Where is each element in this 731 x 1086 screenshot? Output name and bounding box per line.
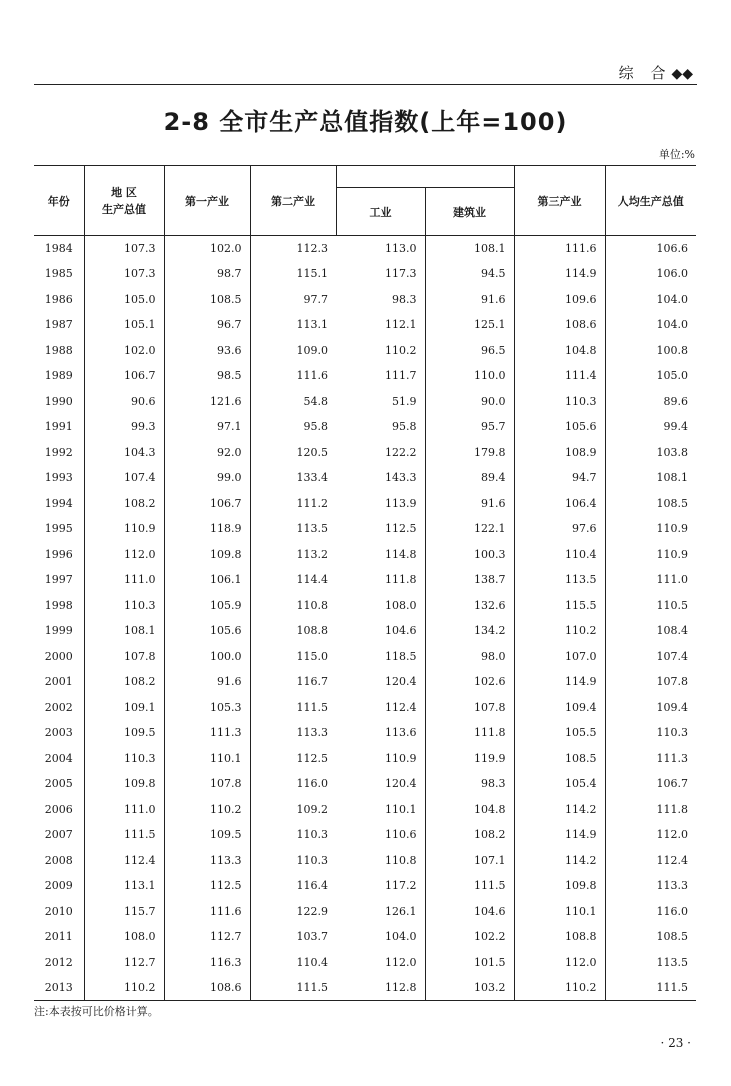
value-cell: 110.8 bbox=[336, 848, 425, 874]
value-cell: 105.3 bbox=[164, 695, 250, 721]
value-cell: 112.5 bbox=[336, 516, 425, 542]
value-cell: 110.0 bbox=[425, 363, 514, 389]
value-cell: 111.7 bbox=[336, 363, 425, 389]
value-cell: 108.9 bbox=[514, 440, 605, 466]
value-cell: 111.5 bbox=[84, 822, 164, 848]
year-cell: 1987 bbox=[34, 312, 84, 338]
value-cell: 116.0 bbox=[296, 777, 328, 791]
value-cell: 98.5 bbox=[164, 363, 250, 389]
table-row bbox=[34, 822, 696, 848]
value-cell: 111.0 bbox=[84, 567, 164, 593]
value-cell: 110.9 bbox=[336, 746, 425, 772]
year-cell: 1986 bbox=[34, 287, 84, 313]
page-number: · 23 · bbox=[660, 1036, 691, 1050]
year-cell: 2013 bbox=[34, 975, 84, 1001]
value-cell: 108.1 bbox=[425, 236, 514, 262]
value-cell: 118.9 bbox=[164, 516, 250, 542]
year-cell: 1990 bbox=[34, 389, 84, 415]
value-cell: 179.8 bbox=[425, 440, 514, 466]
value-cell: 111.6 bbox=[514, 236, 605, 262]
value-cell: 122.1 bbox=[425, 516, 514, 542]
value-cell: 106.1 bbox=[164, 567, 250, 593]
section-label: 综 合 bbox=[618, 64, 672, 82]
value-cell: 105.9 bbox=[164, 593, 250, 619]
table-row bbox=[34, 771, 696, 797]
value-cell: 105.1 bbox=[84, 312, 164, 338]
table-row bbox=[34, 567, 696, 593]
value-cell: 107.8 bbox=[84, 644, 164, 670]
table-row bbox=[34, 287, 696, 313]
table-row bbox=[34, 542, 696, 568]
value-cell: 111.3 bbox=[164, 720, 250, 746]
value-cell: 109.2 bbox=[296, 802, 328, 816]
value-cell: 107.8 bbox=[656, 675, 688, 689]
table-row bbox=[34, 644, 696, 670]
value-cell: 110.4 bbox=[514, 542, 605, 568]
table-row bbox=[34, 338, 696, 364]
table-row bbox=[34, 669, 696, 695]
value-cell: 98.7 bbox=[164, 261, 250, 287]
value-cell: 107.4 bbox=[84, 465, 164, 491]
table-row bbox=[34, 261, 696, 287]
value-cell: 110.3 bbox=[296, 828, 328, 842]
value-cell: 114.2 bbox=[514, 848, 605, 874]
value-cell: 113.5 bbox=[656, 955, 688, 969]
value-cell: 111.6 bbox=[296, 369, 328, 383]
col-industry: 工业 bbox=[336, 188, 425, 236]
col-construction: 建筑业 bbox=[425, 188, 514, 236]
value-cell: 120.4 bbox=[336, 771, 425, 797]
table-header bbox=[34, 166, 696, 236]
value-cell: 108.8 bbox=[514, 924, 605, 950]
year-cell: 1994 bbox=[34, 491, 84, 517]
value-cell: 111.4 bbox=[514, 363, 605, 389]
value-cell: 108.2 bbox=[84, 669, 164, 695]
year-cell: 2009 bbox=[34, 873, 84, 899]
value-cell: 118.5 bbox=[336, 644, 425, 670]
secondary-sub-group bbox=[336, 166, 514, 188]
value-cell: 112.7 bbox=[164, 924, 250, 950]
year-cell: 2012 bbox=[34, 950, 84, 976]
value-cell: 95.8 bbox=[336, 414, 425, 440]
value-cell: 99.0 bbox=[164, 465, 250, 491]
table-row bbox=[34, 618, 696, 644]
value-cell: 116.0 bbox=[656, 904, 688, 918]
value-cell: 111.5 bbox=[296, 700, 328, 714]
value-cell: 110.2 bbox=[514, 618, 605, 644]
value-cell: 97.7 bbox=[303, 292, 328, 306]
value-cell: 97.1 bbox=[164, 414, 250, 440]
table-row bbox=[34, 414, 696, 440]
value-cell: 113.3 bbox=[164, 848, 250, 874]
value-cell: 111.8 bbox=[656, 802, 688, 816]
value-cell: 100.0 bbox=[164, 644, 250, 670]
value-cell: 120.4 bbox=[336, 669, 425, 695]
col-year: 年份 bbox=[34, 166, 84, 236]
col-secondary: 第二产业 bbox=[250, 166, 336, 236]
value-cell: 108.6 bbox=[514, 312, 605, 338]
year-cell: 1999 bbox=[34, 618, 84, 644]
value-cell: 110.8 bbox=[296, 598, 328, 612]
value-cell: 54.8 bbox=[303, 394, 328, 408]
value-cell: 119.9 bbox=[425, 746, 514, 772]
value-cell: 98.3 bbox=[336, 287, 425, 313]
table-body bbox=[34, 236, 696, 1001]
value-cell: 112.4 bbox=[336, 695, 425, 721]
value-cell: 108.5 bbox=[514, 746, 605, 772]
value-cell: 112.0 bbox=[514, 950, 605, 976]
year-cell: 1997 bbox=[34, 567, 84, 593]
value-cell: 110.6 bbox=[336, 822, 425, 848]
table-row bbox=[34, 516, 696, 542]
value-cell: 138.7 bbox=[425, 567, 514, 593]
table-row bbox=[34, 899, 696, 925]
value-cell: 109.1 bbox=[84, 695, 164, 721]
value-cell: 103.7 bbox=[296, 930, 328, 944]
value-cell: 110.9 bbox=[656, 547, 688, 561]
year-cell: 2004 bbox=[34, 746, 84, 772]
year-cell: 2006 bbox=[34, 797, 84, 823]
value-cell: 109.8 bbox=[84, 771, 164, 797]
value-cell: 110.1 bbox=[514, 899, 605, 925]
year-cell: 2003 bbox=[34, 720, 84, 746]
value-cell: 102.2 bbox=[425, 924, 514, 950]
value-cell: 115.7 bbox=[84, 899, 164, 925]
header-divider bbox=[34, 84, 697, 85]
table-row bbox=[34, 848, 696, 874]
diamond-icon: ◆◆ bbox=[671, 66, 693, 82]
table-row bbox=[34, 440, 696, 466]
value-cell: 116.3 bbox=[164, 950, 250, 976]
value-cell: 108.5 bbox=[164, 287, 250, 313]
value-cell: 110.1 bbox=[164, 746, 250, 772]
year-cell: 2008 bbox=[34, 848, 84, 874]
value-cell: 109.4 bbox=[656, 700, 688, 714]
value-cell: 112.8 bbox=[336, 975, 425, 1001]
value-cell: 111.8 bbox=[425, 720, 514, 746]
value-cell: 107.4 bbox=[656, 649, 688, 663]
value-cell: 112.1 bbox=[336, 312, 425, 338]
value-cell: 102.0 bbox=[84, 338, 164, 364]
value-cell: 112.7 bbox=[84, 950, 164, 976]
value-cell: 108.1 bbox=[656, 471, 688, 485]
value-cell: 111.5 bbox=[250, 975, 336, 1001]
value-cell: 112.3 bbox=[296, 242, 328, 255]
year-cell: 2011 bbox=[34, 924, 84, 950]
value-cell: 111.3 bbox=[656, 751, 688, 765]
value-cell: 89.4 bbox=[425, 465, 514, 491]
value-cell: 106.4 bbox=[514, 491, 605, 517]
value-cell: 104.0 bbox=[656, 318, 688, 332]
value-cell: 110.3 bbox=[656, 726, 688, 740]
value-cell: 104.6 bbox=[336, 618, 425, 644]
value-cell: 114.2 bbox=[514, 797, 605, 823]
value-cell: 109.8 bbox=[514, 873, 605, 899]
table-row bbox=[34, 797, 696, 823]
value-cell: 107.3 bbox=[84, 261, 164, 287]
table-title: 2-8 全市生产总值指数(上年=100) bbox=[163, 108, 568, 136]
value-cell: 113.3 bbox=[296, 726, 328, 740]
value-cell: 104.0 bbox=[656, 292, 688, 306]
value-cell: 108.0 bbox=[336, 593, 425, 619]
value-cell: 99.3 bbox=[84, 414, 164, 440]
value-cell: 91.6 bbox=[425, 491, 514, 517]
value-cell: 112.0 bbox=[656, 828, 688, 842]
section-header bbox=[619, 62, 693, 83]
table-row bbox=[34, 593, 696, 619]
year-cell: 2001 bbox=[34, 669, 84, 695]
value-cell: 110.3 bbox=[84, 746, 164, 772]
value-cell: 114.9 bbox=[514, 669, 605, 695]
value-cell: 92.0 bbox=[164, 440, 250, 466]
value-cell: 91.6 bbox=[425, 287, 514, 313]
value-cell: 110.9 bbox=[656, 522, 688, 536]
value-cell: 134.2 bbox=[425, 618, 514, 644]
value-cell: 114.4 bbox=[296, 573, 328, 587]
value-cell: 109.6 bbox=[514, 287, 605, 313]
value-cell: 108.5 bbox=[656, 930, 688, 944]
value-cell: 122.2 bbox=[336, 440, 425, 466]
value-cell: 113.5 bbox=[514, 567, 605, 593]
value-cell: 113.5 bbox=[296, 522, 328, 536]
value-cell: 126.1 bbox=[336, 899, 425, 925]
value-cell: 102.6 bbox=[425, 669, 514, 695]
value-cell: 114.9 bbox=[514, 261, 605, 287]
value-cell: 110.4 bbox=[296, 955, 328, 969]
col-region-gdp bbox=[84, 166, 164, 236]
value-cell: 122.9 bbox=[296, 904, 328, 918]
value-cell: 100.3 bbox=[425, 542, 514, 568]
value-cell: 105.4 bbox=[514, 771, 605, 797]
value-cell: 143.3 bbox=[336, 465, 425, 491]
value-cell: 133.4 bbox=[296, 471, 328, 485]
year-cell: 1991 bbox=[34, 414, 84, 440]
value-cell: 95.8 bbox=[303, 420, 328, 434]
table-row bbox=[34, 975, 696, 1001]
value-cell: 107.1 bbox=[425, 848, 514, 874]
year-cell: 1993 bbox=[34, 465, 84, 491]
value-cell: 112.5 bbox=[164, 873, 250, 899]
value-cell: 105.6 bbox=[514, 414, 605, 440]
value-cell: 105.0 bbox=[656, 369, 688, 383]
table-row bbox=[34, 924, 696, 950]
value-cell: 110.9 bbox=[84, 516, 164, 542]
value-cell: 101.5 bbox=[425, 950, 514, 976]
year-cell: 2000 bbox=[34, 644, 84, 670]
value-cell: 110.5 bbox=[656, 598, 688, 612]
footnote: 注:本表按可比价格计算。 bbox=[34, 1005, 159, 1018]
value-cell: 112.5 bbox=[296, 751, 328, 765]
value-cell: 113.9 bbox=[336, 491, 425, 517]
value-cell: 51.9 bbox=[336, 389, 425, 415]
value-cell: 91.6 bbox=[164, 669, 250, 695]
value-cell: 110.3 bbox=[84, 593, 164, 619]
value-cell: 109.8 bbox=[164, 542, 250, 568]
year-cell: 2002 bbox=[34, 695, 84, 721]
value-cell: 111.2 bbox=[296, 496, 328, 510]
value-cell: 109.0 bbox=[296, 343, 328, 357]
value-cell: 113.2 bbox=[296, 547, 328, 561]
value-cell: 109.5 bbox=[164, 822, 250, 848]
value-cell: 112.0 bbox=[336, 950, 425, 976]
value-cell: 108.5 bbox=[656, 496, 688, 510]
value-cell: 111.5 bbox=[425, 873, 514, 899]
table-row bbox=[34, 312, 696, 338]
table-row bbox=[34, 236, 696, 262]
year-cell: 2005 bbox=[34, 771, 84, 797]
value-cell: 110.2 bbox=[164, 797, 250, 823]
value-cell: 108.4 bbox=[656, 624, 688, 638]
value-cell: 107.0 bbox=[514, 644, 605, 670]
value-cell: 120.5 bbox=[296, 445, 328, 459]
value-cell: 113.6 bbox=[336, 720, 425, 746]
value-cell: 111.6 bbox=[164, 899, 250, 925]
table-row bbox=[34, 950, 696, 976]
value-cell: 110.2 bbox=[84, 975, 164, 1001]
value-cell: 107.3 bbox=[84, 236, 164, 262]
value-cell: 95.7 bbox=[425, 414, 514, 440]
value-cell: 103.2 bbox=[425, 975, 514, 1001]
value-cell: 112.0 bbox=[84, 542, 164, 568]
value-cell: 106.7 bbox=[84, 363, 164, 389]
value-cell: 111.5 bbox=[605, 975, 696, 1001]
value-cell: 98.0 bbox=[425, 644, 514, 670]
year-cell: 1989 bbox=[34, 363, 84, 389]
value-cell: 104.3 bbox=[84, 440, 164, 466]
value-cell: 102.0 bbox=[164, 236, 250, 262]
value-cell: 90.0 bbox=[425, 389, 514, 415]
value-cell: 108.8 bbox=[296, 624, 328, 638]
col-tertiary: 第三产业 bbox=[514, 166, 605, 236]
value-cell: 112.4 bbox=[656, 853, 688, 867]
year-cell: 1984 bbox=[34, 236, 84, 262]
value-cell: 89.6 bbox=[663, 394, 688, 408]
value-cell: 110.2 bbox=[336, 338, 425, 364]
value-cell: 125.1 bbox=[425, 312, 514, 338]
value-cell: 99.4 bbox=[663, 420, 688, 434]
value-cell: 113.1 bbox=[84, 873, 164, 899]
value-cell: 97.6 bbox=[514, 516, 605, 542]
value-cell: 109.5 bbox=[84, 720, 164, 746]
gdp-index-table bbox=[34, 165, 696, 1001]
year-cell: 1992 bbox=[34, 440, 84, 466]
value-cell: 103.8 bbox=[656, 445, 688, 459]
value-cell: 111.8 bbox=[336, 567, 425, 593]
table-row bbox=[34, 746, 696, 772]
value-cell: 106.7 bbox=[164, 491, 250, 517]
value-cell: 121.6 bbox=[164, 389, 250, 415]
table-row bbox=[34, 695, 696, 721]
value-cell: 117.3 bbox=[336, 261, 425, 287]
value-cell: 94.7 bbox=[514, 465, 605, 491]
value-cell: 116.4 bbox=[296, 879, 328, 893]
value-cell: 108.0 bbox=[84, 924, 164, 950]
value-cell: 104.8 bbox=[514, 338, 605, 364]
value-cell: 104.0 bbox=[336, 924, 425, 950]
value-cell: 105.6 bbox=[164, 618, 250, 644]
value-cell: 115.5 bbox=[514, 593, 605, 619]
value-cell: 109.4 bbox=[514, 695, 605, 721]
value-cell: 107.8 bbox=[164, 771, 250, 797]
value-cell: 108.6 bbox=[164, 975, 250, 1001]
value-cell: 104.6 bbox=[425, 899, 514, 925]
table-row bbox=[34, 465, 696, 491]
value-cell: 113.0 bbox=[336, 236, 425, 262]
value-cell: 98.3 bbox=[425, 771, 514, 797]
year-cell: 2007 bbox=[34, 822, 84, 848]
value-cell: 111.0 bbox=[656, 573, 688, 587]
value-cell: 106.7 bbox=[656, 777, 688, 791]
value-cell: 115.1 bbox=[296, 267, 328, 281]
value-cell: 132.6 bbox=[425, 593, 514, 619]
value-cell: 105.5 bbox=[514, 720, 605, 746]
table-row bbox=[34, 873, 696, 899]
value-cell: 110.3 bbox=[514, 389, 605, 415]
col-per-capita: 人均生产总值 bbox=[605, 166, 696, 236]
value-cell: 116.7 bbox=[296, 675, 328, 689]
value-cell: 106.0 bbox=[656, 267, 688, 281]
table-row bbox=[34, 363, 696, 389]
value-cell: 108.2 bbox=[84, 491, 164, 517]
table-row bbox=[34, 389, 696, 415]
value-cell: 110.2 bbox=[514, 975, 605, 1001]
value-cell: 96.7 bbox=[164, 312, 250, 338]
value-cell: 112.4 bbox=[84, 848, 164, 874]
value-cell: 113.1 bbox=[296, 318, 328, 332]
table-row bbox=[34, 720, 696, 746]
value-cell: 108.2 bbox=[425, 822, 514, 848]
value-cell: 106.6 bbox=[656, 242, 688, 255]
value-cell: 115.0 bbox=[296, 649, 328, 663]
value-cell: 96.5 bbox=[425, 338, 514, 364]
year-cell: 1996 bbox=[34, 542, 84, 568]
unit-label: 单位:% bbox=[658, 148, 695, 161]
col-region-gdp-line2: 生产总值 bbox=[102, 202, 146, 216]
value-cell: 93.6 bbox=[164, 338, 250, 364]
value-cell: 110.1 bbox=[336, 797, 425, 823]
value-cell: 113.3 bbox=[656, 879, 688, 893]
value-cell: 105.0 bbox=[84, 287, 164, 313]
value-cell: 114.8 bbox=[336, 542, 425, 568]
value-cell: 114.9 bbox=[514, 822, 605, 848]
value-cell: 100.8 bbox=[656, 343, 688, 357]
value-cell: 94.5 bbox=[425, 261, 514, 287]
year-cell: 1995 bbox=[34, 516, 84, 542]
value-cell: 110.3 bbox=[296, 853, 328, 867]
year-cell: 1988 bbox=[34, 338, 84, 364]
value-cell: 117.2 bbox=[336, 873, 425, 899]
year-cell: 1998 bbox=[34, 593, 84, 619]
value-cell: 108.1 bbox=[84, 618, 164, 644]
col-primary: 第一产业 bbox=[164, 166, 250, 236]
value-cell: 111.0 bbox=[84, 797, 164, 823]
value-cell: 90.6 bbox=[84, 389, 164, 415]
year-cell: 1985 bbox=[34, 261, 84, 287]
value-cell: 104.8 bbox=[425, 797, 514, 823]
table-row bbox=[34, 491, 696, 517]
col-region-gdp-line1: 地 区 bbox=[111, 185, 137, 199]
year-cell: 2010 bbox=[34, 899, 84, 925]
value-cell: 107.8 bbox=[425, 695, 514, 721]
